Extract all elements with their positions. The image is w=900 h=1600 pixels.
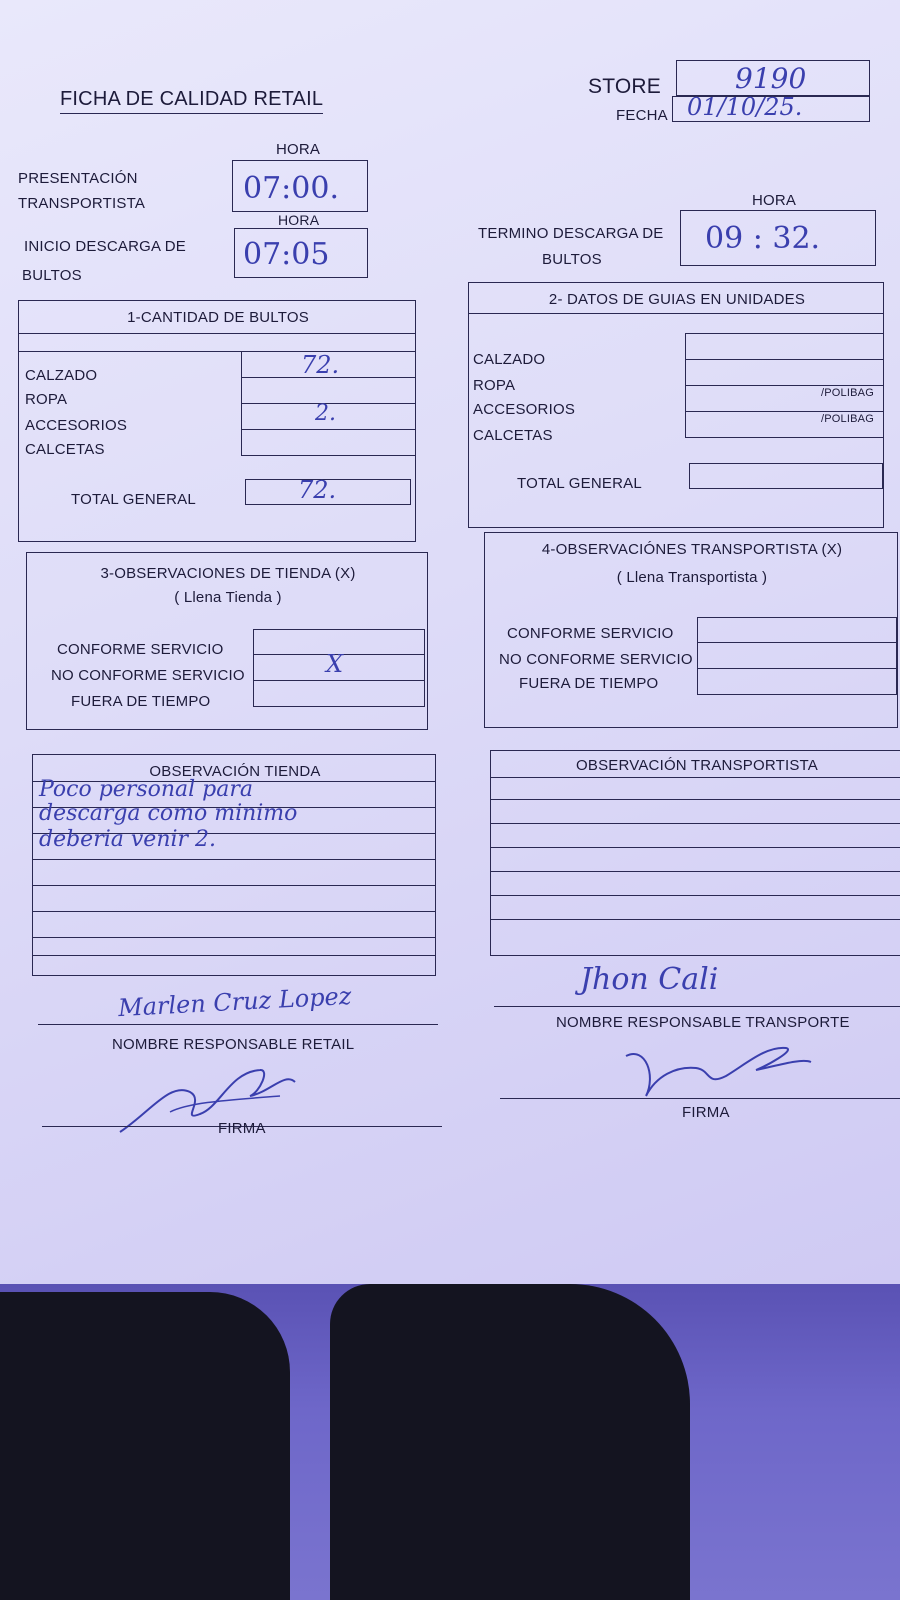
hora-label-inicio: HORA [278, 212, 320, 228]
inicio-value: 07:05 [243, 237, 330, 272]
transporte-name-signature: Jhon Cali [580, 962, 719, 997]
section4-row-fuera-tiempo: FUERA DE TIEMPO [519, 675, 659, 692]
section1-row-calzado: CALZADO [25, 367, 98, 384]
form-title: FICHA DE CALIDAD RETAIL [60, 88, 323, 114]
retail-name-label: NOMBRE RESPONSABLE RETAIL [112, 1036, 355, 1053]
section4-subtitle: ( Llena Transportista ) [616, 569, 768, 586]
presentacion-value: 07:00. [243, 171, 339, 206]
transporte-firma-label: FIRMA [682, 1104, 730, 1121]
section1-table [18, 300, 416, 542]
section2-suffix-accesorios: /POLIBAG [821, 413, 874, 425]
shadow-center [330, 1284, 690, 1600]
fecha-field[interactable] [672, 93, 870, 122]
termino-field[interactable] [680, 210, 876, 266]
section2-row-accesorios: ACCESORIOS [473, 401, 576, 418]
section1-value-calzado: 72. [301, 351, 340, 379]
shadow-left [0, 1292, 290, 1600]
obs-tienda-title: OBSERVACIÓN TIENDA [149, 763, 321, 780]
store-label: STORE [588, 75, 661, 98]
section3-mark-no-conforme: X [326, 650, 344, 678]
obs-tienda-line-2: descarga como minimo [39, 801, 298, 826]
presentacion-label-2: TRANSPORTISTA [18, 195, 146, 212]
transporte-firma-signature [616, 1036, 816, 1106]
section4-row-no-conforme: NO CONFORME SERVICIO [499, 651, 693, 668]
obs-transportista-table [490, 750, 900, 956]
obs-transportista-title: OBSERVACIÓN TRANSPORTISTA [576, 757, 818, 774]
fecha-value: 01/10/25. [687, 93, 803, 121]
section1-row-calcetas: CALCETAS [25, 441, 105, 458]
section3-checkbox-group [253, 629, 425, 707]
section1-title: 1-CANTIDAD DE BULTOS [127, 309, 309, 326]
store-value: 9190 [735, 62, 807, 95]
section4-row-conforme: CONFORME SERVICIO [507, 625, 674, 642]
section4-table [484, 532, 898, 728]
inicio-field[interactable] [234, 228, 368, 278]
section3-subtitle: ( Llena Tienda ) [174, 589, 282, 606]
section2-title: 2- DATOS DE GUIAS EN UNIDADES [548, 291, 806, 308]
fecha-label: FECHA [616, 107, 668, 124]
section2-total-label: TOTAL GENERAL [517, 475, 642, 492]
hora-label-termino: HORA [752, 192, 797, 209]
section1-total-value: 72. [298, 476, 337, 504]
termino-value: 09 : 32. [705, 221, 821, 256]
section4-title: 4-OBSERVACIÓNES TRANSPORTISTA (X) [541, 541, 843, 558]
inicio-label: INICIO DESCARGA DE [24, 238, 186, 255]
section1-value-accesorios: 2. [315, 401, 336, 426]
retail-firma-signature [110, 1052, 310, 1142]
obs-tienda-line-1: Poco personal para [39, 777, 254, 802]
section3-table [26, 552, 428, 730]
retail-name-signature: Marlen Cruz Lopez [117, 981, 353, 1023]
hora-label-presentacion: HORA [276, 141, 321, 158]
retail-firma-label: FIRMA [218, 1120, 266, 1137]
presentacion-field[interactable] [232, 160, 368, 212]
section2-total-field[interactable] [689, 463, 883, 489]
section1-total-field[interactable] [245, 476, 411, 505]
section1-row-ropa: ROPA [25, 391, 68, 408]
section3-row-conforme: CONFORME SERVICIO [57, 641, 224, 658]
section2-row-calzado: CALZADO [473, 351, 546, 368]
section4-checkbox-group [697, 617, 897, 695]
section3-row-no-conforme: NO CONFORME SERVICIO [51, 667, 245, 684]
termino-label-2: BULTOS [542, 251, 602, 268]
termino-label: TERMINO DESCARGA DE [478, 225, 664, 242]
section2-row-ropa: ROPA [473, 377, 516, 394]
section2-table [468, 282, 884, 528]
section3-row-fuera-tiempo: FUERA DE TIEMPO [71, 693, 211, 710]
section2-row-calcetas: CALCETAS [473, 427, 553, 444]
section2-suffix-ropa: /POLIBAG [821, 387, 874, 399]
store-field[interactable] [676, 60, 870, 96]
section1-total-label: TOTAL GENERAL [71, 491, 196, 508]
presentacion-label: PRESENTACIÓN [18, 170, 138, 187]
section3-title: 3-OBSERVACIONES DE TIENDA (X) [100, 565, 356, 582]
section1-row-accesorios: ACCESORIOS [25, 417, 128, 434]
transporte-name-label: NOMBRE RESPONSABLE TRANSPORTE [556, 1014, 850, 1031]
obs-tienda-line-3: deberia venir 2. [39, 827, 217, 852]
obs-tienda-table [32, 754, 436, 976]
inicio-label-2: BULTOS [22, 267, 82, 284]
